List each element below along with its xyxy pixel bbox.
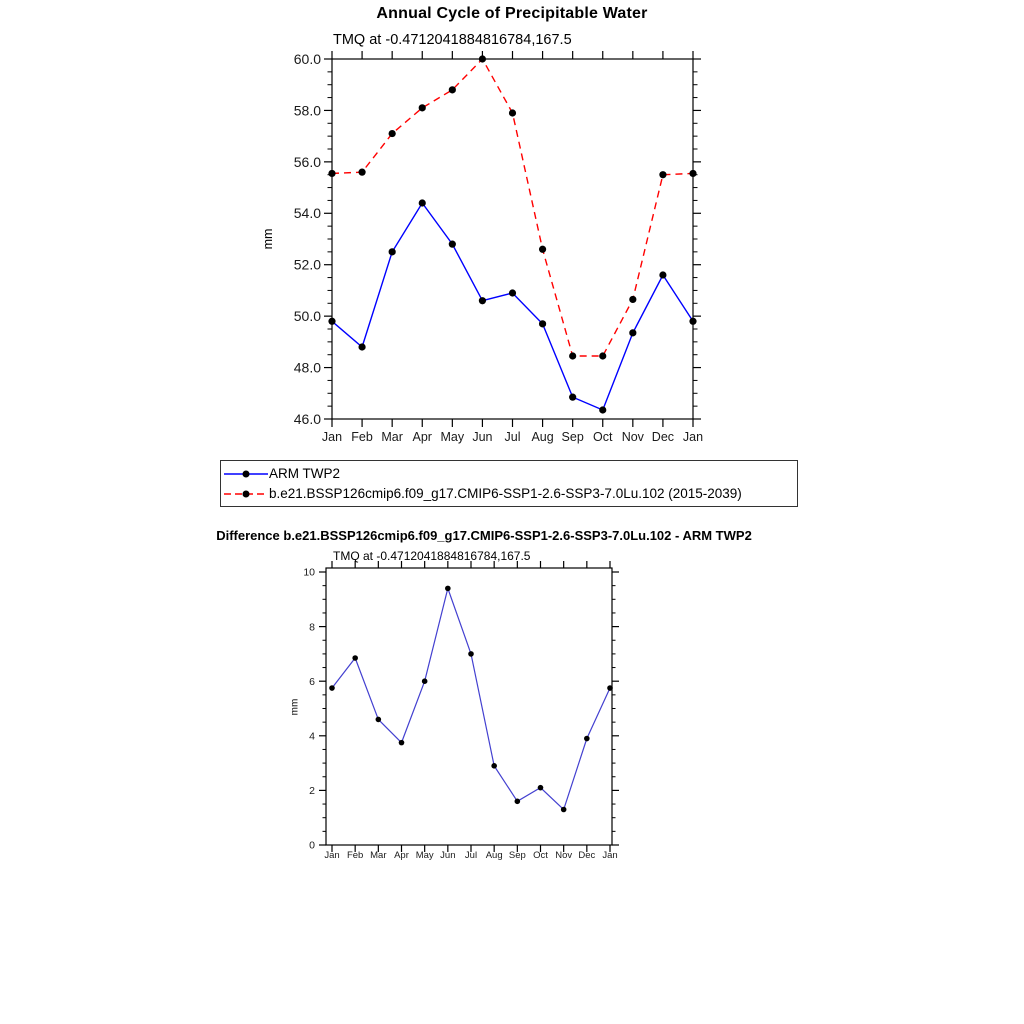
data-point-marker — [629, 329, 636, 336]
data-point-marker — [419, 199, 426, 206]
data-point-marker — [689, 170, 696, 177]
x-tick-label: May — [415, 850, 434, 861]
chart1-legend — [220, 460, 798, 507]
chart1-plot-area — [294, 51, 703, 444]
legend-row-model — [223, 484, 797, 504]
legend-marker-dot-icon — [243, 490, 250, 497]
data-point-marker — [659, 171, 666, 178]
x-tick-label: Jun — [440, 850, 456, 861]
data-point-marker — [629, 296, 636, 303]
data-point-marker — [599, 352, 606, 359]
chart2-y-axis-label: mm — [289, 698, 301, 716]
data-point-marker — [329, 685, 335, 691]
data-point-marker — [515, 799, 521, 805]
data-point-marker — [399, 740, 405, 746]
x-tick-label: Jan — [682, 430, 704, 444]
data-point-marker — [358, 169, 365, 176]
data-point-marker — [509, 109, 516, 116]
legend-row-arm-twp2 — [223, 464, 797, 484]
x-tick-label: Aug — [531, 430, 554, 444]
x-tick-label: Feb — [346, 850, 364, 861]
y-tick-label: 50.0 — [293, 308, 321, 325]
x-tick-label: Apr — [412, 430, 432, 444]
x-tick-label: Dec — [578, 850, 596, 861]
legend-label-model: b.e21.BSSP126cmip6.f09_g17.CMIP6-SSP1-2.6-SSP3-7.0Lu.102 (2015-2039) — [269, 485, 742, 501]
y-tick-label: 8 — [309, 621, 315, 634]
y-tick-label: 60.0 — [293, 50, 321, 67]
data-point-marker — [449, 86, 456, 93]
y-tick-label: 4 — [309, 730, 315, 743]
data-point-marker — [599, 406, 606, 413]
data-point-marker — [389, 248, 396, 255]
x-tick-label: Jul — [504, 430, 521, 444]
x-tick-label: Oct — [593, 430, 613, 444]
data-point-marker — [422, 678, 428, 684]
data-point-marker — [569, 352, 576, 359]
x-tick-label: Jun — [472, 430, 493, 444]
x-tick-label: Jan — [602, 850, 618, 861]
data-point-marker — [479, 55, 486, 62]
data-point-marker — [659, 271, 666, 278]
y-tick-label: 48.0 — [293, 359, 321, 376]
data-point-marker — [584, 736, 590, 742]
data-point-marker — [539, 320, 546, 327]
chart2-plot-area — [303, 561, 619, 861]
x-tick-label: Aug — [485, 850, 503, 861]
x-tick-label: Dec — [651, 430, 675, 444]
x-tick-label: Jan — [324, 850, 340, 861]
chart1-title: Annual Cycle of Precipitable Water — [376, 5, 648, 22]
x-tick-label: Sep — [508, 850, 526, 861]
x-tick-label: Mar — [381, 430, 403, 444]
x-tick-label: Feb — [351, 430, 373, 444]
data-point-marker — [479, 297, 486, 304]
data-point-marker — [389, 130, 396, 137]
data-point-marker — [689, 318, 696, 325]
x-tick-label: Oct — [533, 850, 548, 861]
chart1-y-axis-label: mm — [261, 228, 275, 250]
data-point-marker — [538, 785, 544, 791]
series-line-1 — [332, 59, 693, 356]
x-tick-label: Mar — [370, 850, 387, 861]
data-point-marker — [376, 717, 382, 723]
x-tick-label: Apr — [394, 850, 409, 861]
data-point-marker — [561, 807, 567, 813]
data-point-marker — [468, 651, 474, 657]
x-tick-label: May — [440, 430, 465, 444]
x-tick-label: Jul — [464, 850, 478, 861]
y-tick-label: 46.0 — [293, 410, 321, 427]
data-point-marker — [569, 394, 576, 401]
plot-box — [326, 568, 612, 845]
x-tick-label: Nov — [621, 430, 644, 444]
data-point-marker — [419, 104, 426, 111]
legend-key-dashed-line-icon — [223, 487, 269, 501]
data-point-marker — [328, 318, 335, 325]
series-line-0 — [332, 588, 610, 809]
x-tick-label: Sep — [561, 430, 584, 444]
chart1-subtitle: TMQ at -0.4712041884816784,167.5 — [333, 32, 572, 48]
x-tick-label: Nov — [555, 850, 573, 861]
data-point-marker — [445, 586, 451, 592]
series-line-0 — [332, 203, 693, 410]
data-point-marker — [539, 246, 546, 253]
data-point-marker — [607, 685, 613, 691]
data-point-marker — [449, 241, 456, 248]
y-tick-label: 10 — [303, 566, 315, 579]
data-point-marker — [358, 343, 365, 350]
legend-key-solid-line-icon — [223, 467, 269, 481]
x-tick-label: Jan — [321, 430, 343, 444]
chart2-title: Difference b.e21.BSSP126cmip6.f09_g17.CMIP6-SSP1-2.6-SSP3-7.0Lu.102 - ARM TWP2 — [216, 528, 752, 543]
data-point-marker — [328, 170, 335, 177]
chart2-subtitle: TMQ at -0.4712041884816784,167.5 — [333, 549, 531, 563]
data-point-marker — [509, 289, 516, 296]
y-tick-label: 52.0 — [293, 256, 321, 273]
legend-label-arm-twp2: ARM TWP2 — [269, 465, 341, 481]
y-tick-label: 54.0 — [293, 205, 321, 222]
y-tick-label: 56.0 — [293, 153, 321, 170]
legend-marker-dot-icon — [243, 470, 250, 477]
data-point-marker — [352, 655, 358, 661]
y-tick-label: 58.0 — [293, 102, 321, 119]
data-point-marker — [491, 763, 497, 769]
y-tick-label: 6 — [309, 675, 315, 688]
y-tick-label: 0 — [309, 839, 315, 852]
y-tick-label: 2 — [309, 785, 315, 798]
